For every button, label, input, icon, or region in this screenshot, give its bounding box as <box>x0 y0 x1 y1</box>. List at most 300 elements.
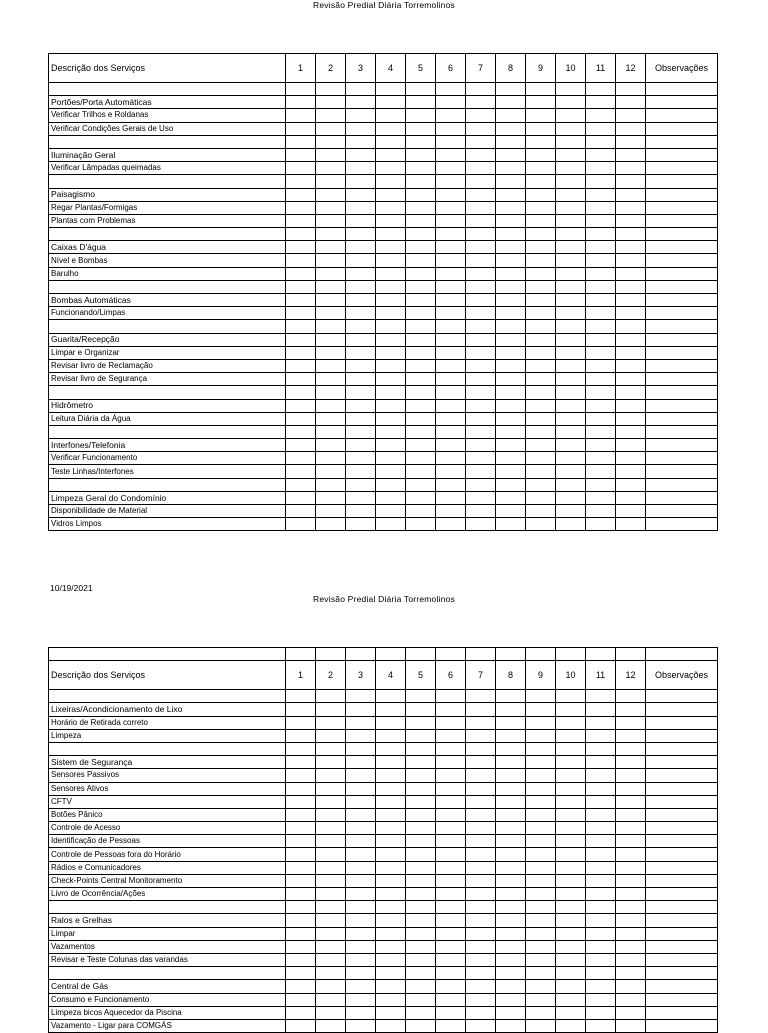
day-check-cell[interactable] <box>286 874 316 887</box>
day-check-cell[interactable] <box>466 148 496 161</box>
day-check-cell[interactable] <box>346 742 376 755</box>
day-check-cell[interactable] <box>496 782 526 795</box>
day-check-cell[interactable] <box>376 241 406 254</box>
day-check-cell[interactable] <box>346 861 376 874</box>
day-check-cell[interactable] <box>526 294 556 307</box>
day-check-cell[interactable] <box>496 228 526 241</box>
day-check-cell[interactable] <box>496 822 526 835</box>
day-check-cell[interactable] <box>436 808 466 821</box>
day-check-cell[interactable] <box>466 491 496 504</box>
day-check-cell[interactable] <box>406 346 436 359</box>
day-check-cell[interactable] <box>316 491 346 504</box>
observation-cell[interactable] <box>646 346 718 359</box>
day-check-cell[interactable] <box>526 716 556 729</box>
day-check-cell[interactable] <box>376 491 406 504</box>
day-check-cell[interactable] <box>526 465 556 478</box>
day-check-cell[interactable] <box>346 465 376 478</box>
day-check-cell[interactable] <box>406 1019 436 1032</box>
day-check-cell[interactable] <box>376 373 406 386</box>
day-check-cell[interactable] <box>466 175 496 188</box>
day-check-cell[interactable] <box>376 399 406 412</box>
day-check-cell[interactable] <box>376 822 406 835</box>
day-check-cell[interactable] <box>616 280 646 293</box>
day-check-cell[interactable] <box>586 478 616 491</box>
observation-cell[interactable] <box>646 412 718 425</box>
day-check-cell[interactable] <box>616 465 646 478</box>
day-check-cell[interactable] <box>406 241 436 254</box>
day-check-cell[interactable] <box>556 491 586 504</box>
day-check-cell[interactable] <box>316 465 346 478</box>
day-check-cell[interactable] <box>466 822 496 835</box>
day-check-cell[interactable] <box>466 214 496 227</box>
day-check-cell[interactable] <box>586 228 616 241</box>
day-check-cell[interactable] <box>466 267 496 280</box>
day-check-cell[interactable] <box>286 333 316 346</box>
day-check-cell[interactable] <box>346 888 376 901</box>
day-check-cell[interactable] <box>586 452 616 465</box>
day-check-cell[interactable] <box>406 399 436 412</box>
day-check-cell[interactable] <box>406 148 436 161</box>
day-check-cell[interactable] <box>496 439 526 452</box>
day-check-cell[interactable] <box>436 901 466 914</box>
day-check-cell[interactable] <box>466 109 496 122</box>
day-check-cell[interactable] <box>346 320 376 333</box>
day-check-cell[interactable] <box>586 980 616 993</box>
day-check-cell[interactable] <box>316 756 346 769</box>
day-check-cell[interactable] <box>376 835 406 848</box>
day-check-cell[interactable] <box>556 940 586 953</box>
day-check-cell[interactable] <box>406 359 436 372</box>
day-check-cell[interactable] <box>286 280 316 293</box>
day-check-cell[interactable] <box>586 874 616 887</box>
day-check-cell[interactable] <box>346 254 376 267</box>
day-check-cell[interactable] <box>286 518 316 531</box>
day-check-cell[interactable] <box>586 822 616 835</box>
day-check-cell[interactable] <box>556 148 586 161</box>
day-check-cell[interactable] <box>406 228 436 241</box>
day-check-cell[interactable] <box>586 267 616 280</box>
day-check-cell[interactable] <box>376 716 406 729</box>
day-check-cell[interactable] <box>286 465 316 478</box>
day-check-cell[interactable] <box>316 848 346 861</box>
day-check-cell[interactable] <box>376 1019 406 1032</box>
day-check-cell[interactable] <box>586 716 616 729</box>
day-check-cell[interactable] <box>346 729 376 742</box>
day-check-cell[interactable] <box>346 175 376 188</box>
observation-cell[interactable] <box>646 729 718 742</box>
day-check-cell[interactable] <box>376 888 406 901</box>
day-check-cell[interactable] <box>466 808 496 821</box>
day-check-cell[interactable] <box>346 135 376 148</box>
day-check-cell[interactable] <box>556 386 586 399</box>
day-check-cell[interactable] <box>586 835 616 848</box>
day-check-cell[interactable] <box>496 703 526 716</box>
observation-cell[interactable] <box>646 808 718 821</box>
day-check-cell[interactable] <box>616 359 646 372</box>
day-check-cell[interactable] <box>466 294 496 307</box>
day-check-cell[interactable] <box>556 478 586 491</box>
day-check-cell[interactable] <box>586 188 616 201</box>
day-check-cell[interactable] <box>496 148 526 161</box>
day-check-cell[interactable] <box>496 940 526 953</box>
observation-cell[interactable] <box>646 505 718 518</box>
day-check-cell[interactable] <box>556 162 586 175</box>
day-check-cell[interactable] <box>466 729 496 742</box>
day-check-cell[interactable] <box>616 96 646 109</box>
day-check-cell[interactable] <box>586 320 616 333</box>
day-check-cell[interactable] <box>496 716 526 729</box>
day-check-cell[interactable] <box>496 214 526 227</box>
day-check-cell[interactable] <box>406 175 436 188</box>
day-check-cell[interactable] <box>466 135 496 148</box>
day-check-cell[interactable] <box>376 505 406 518</box>
day-check-cell[interactable] <box>316 228 346 241</box>
day-check-cell[interactable] <box>376 254 406 267</box>
day-check-cell[interactable] <box>556 953 586 966</box>
day-check-cell[interactable] <box>586 96 616 109</box>
day-check-cell[interactable] <box>556 822 586 835</box>
day-check-cell[interactable] <box>616 412 646 425</box>
day-check-cell[interactable] <box>526 135 556 148</box>
day-check-cell[interactable] <box>526 307 556 320</box>
day-check-cell[interactable] <box>346 782 376 795</box>
day-check-cell[interactable] <box>376 769 406 782</box>
day-check-cell[interactable] <box>406 162 436 175</box>
day-check-cell[interactable] <box>586 648 616 661</box>
day-check-cell[interactable] <box>586 940 616 953</box>
day-check-cell[interactable] <box>586 993 616 1006</box>
day-check-cell[interactable] <box>376 359 406 372</box>
day-check-cell[interactable] <box>346 1019 376 1032</box>
observation-cell[interactable] <box>646 993 718 1006</box>
observation-cell[interactable] <box>646 201 718 214</box>
day-check-cell[interactable] <box>316 518 346 531</box>
day-check-cell[interactable] <box>286 148 316 161</box>
day-check-cell[interactable] <box>526 439 556 452</box>
day-check-cell[interactable] <box>496 412 526 425</box>
day-check-cell[interactable] <box>466 927 496 940</box>
day-check-cell[interactable] <box>586 254 616 267</box>
observation-cell[interactable] <box>646 690 718 703</box>
day-check-cell[interactable] <box>496 648 526 661</box>
day-check-cell[interactable] <box>436 993 466 1006</box>
day-check-cell[interactable] <box>556 901 586 914</box>
day-check-cell[interactable] <box>406 425 436 438</box>
day-check-cell[interactable] <box>466 914 496 927</box>
day-check-cell[interactable] <box>316 795 346 808</box>
day-check-cell[interactable] <box>616 993 646 1006</box>
day-check-cell[interactable] <box>376 795 406 808</box>
day-check-cell[interactable] <box>316 373 346 386</box>
day-check-cell[interactable] <box>316 927 346 940</box>
day-check-cell[interactable] <box>466 901 496 914</box>
day-check-cell[interactable] <box>376 518 406 531</box>
day-check-cell[interactable] <box>436 333 466 346</box>
day-check-cell[interactable] <box>286 835 316 848</box>
day-check-cell[interactable] <box>616 267 646 280</box>
day-check-cell[interactable] <box>526 399 556 412</box>
day-check-cell[interactable] <box>526 214 556 227</box>
day-check-cell[interactable] <box>316 386 346 399</box>
observation-cell[interactable] <box>646 386 718 399</box>
day-check-cell[interactable] <box>316 690 346 703</box>
day-check-cell[interactable] <box>556 993 586 1006</box>
day-check-cell[interactable] <box>406 795 436 808</box>
day-check-cell[interactable] <box>616 175 646 188</box>
day-check-cell[interactable] <box>526 83 556 96</box>
observation-cell[interactable] <box>646 452 718 465</box>
day-check-cell[interactable] <box>496 280 526 293</box>
observation-cell[interactable] <box>646 122 718 135</box>
day-check-cell[interactable] <box>346 214 376 227</box>
day-check-cell[interactable] <box>286 795 316 808</box>
day-check-cell[interactable] <box>376 294 406 307</box>
day-check-cell[interactable] <box>466 452 496 465</box>
day-check-cell[interactable] <box>526 505 556 518</box>
day-check-cell[interactable] <box>526 254 556 267</box>
day-check-cell[interactable] <box>436 491 466 504</box>
day-check-cell[interactable] <box>406 188 436 201</box>
day-check-cell[interactable] <box>466 439 496 452</box>
day-check-cell[interactable] <box>376 967 406 980</box>
day-check-cell[interactable] <box>616 228 646 241</box>
day-check-cell[interactable] <box>526 729 556 742</box>
day-check-cell[interactable] <box>586 399 616 412</box>
day-check-cell[interactable] <box>346 756 376 769</box>
day-check-cell[interactable] <box>316 901 346 914</box>
day-check-cell[interactable] <box>406 122 436 135</box>
day-check-cell[interactable] <box>406 1006 436 1019</box>
day-check-cell[interactable] <box>316 914 346 927</box>
day-check-cell[interactable] <box>496 254 526 267</box>
day-check-cell[interactable] <box>586 280 616 293</box>
day-check-cell[interactable] <box>526 425 556 438</box>
day-check-cell[interactable] <box>286 967 316 980</box>
day-check-cell[interactable] <box>556 135 586 148</box>
day-check-cell[interactable] <box>286 294 316 307</box>
day-check-cell[interactable] <box>466 769 496 782</box>
day-check-cell[interactable] <box>616 967 646 980</box>
day-check-cell[interactable] <box>556 861 586 874</box>
day-check-cell[interactable] <box>406 848 436 861</box>
day-check-cell[interactable] <box>466 386 496 399</box>
day-check-cell[interactable] <box>406 412 436 425</box>
day-check-cell[interactable] <box>436 835 466 848</box>
day-check-cell[interactable] <box>346 359 376 372</box>
day-check-cell[interactable] <box>526 280 556 293</box>
day-check-cell[interactable] <box>586 769 616 782</box>
day-check-cell[interactable] <box>526 188 556 201</box>
day-check-cell[interactable] <box>286 980 316 993</box>
day-check-cell[interactable] <box>316 742 346 755</box>
day-check-cell[interactable] <box>316 109 346 122</box>
day-check-cell[interactable] <box>466 861 496 874</box>
day-check-cell[interactable] <box>496 861 526 874</box>
day-check-cell[interactable] <box>346 716 376 729</box>
day-check-cell[interactable] <box>466 518 496 531</box>
day-check-cell[interactable] <box>526 940 556 953</box>
day-check-cell[interactable] <box>376 861 406 874</box>
day-check-cell[interactable] <box>286 690 316 703</box>
day-check-cell[interactable] <box>316 425 346 438</box>
day-check-cell[interactable] <box>496 808 526 821</box>
day-check-cell[interactable] <box>406 690 436 703</box>
day-check-cell[interactable] <box>556 228 586 241</box>
day-check-cell[interactable] <box>406 953 436 966</box>
day-check-cell[interactable] <box>316 320 346 333</box>
day-check-cell[interactable] <box>556 914 586 927</box>
day-check-cell[interactable] <box>466 280 496 293</box>
day-check-cell[interactable] <box>586 505 616 518</box>
day-check-cell[interactable] <box>286 228 316 241</box>
day-check-cell[interactable] <box>466 648 496 661</box>
day-check-cell[interactable] <box>376 993 406 1006</box>
day-check-cell[interactable] <box>376 742 406 755</box>
day-check-cell[interactable] <box>436 346 466 359</box>
day-check-cell[interactable] <box>556 1006 586 1019</box>
day-check-cell[interactable] <box>616 307 646 320</box>
day-check-cell[interactable] <box>406 307 436 320</box>
day-check-cell[interactable] <box>376 280 406 293</box>
day-check-cell[interactable] <box>346 901 376 914</box>
day-check-cell[interactable] <box>316 175 346 188</box>
observation-cell[interactable] <box>646 241 718 254</box>
day-check-cell[interactable] <box>556 439 586 452</box>
day-check-cell[interactable] <box>466 307 496 320</box>
day-check-cell[interactable] <box>316 439 346 452</box>
day-check-cell[interactable] <box>526 452 556 465</box>
day-check-cell[interactable] <box>616 769 646 782</box>
day-check-cell[interactable] <box>376 927 406 940</box>
observation-cell[interactable] <box>646 307 718 320</box>
day-check-cell[interactable] <box>586 148 616 161</box>
day-check-cell[interactable] <box>346 478 376 491</box>
day-check-cell[interactable] <box>316 835 346 848</box>
day-check-cell[interactable] <box>616 835 646 848</box>
day-check-cell[interactable] <box>586 491 616 504</box>
day-check-cell[interactable] <box>616 808 646 821</box>
day-check-cell[interactable] <box>526 412 556 425</box>
day-check-cell[interactable] <box>436 756 466 769</box>
day-check-cell[interactable] <box>616 888 646 901</box>
day-check-cell[interactable] <box>406 452 436 465</box>
day-check-cell[interactable] <box>526 333 556 346</box>
day-check-cell[interactable] <box>496 175 526 188</box>
day-check-cell[interactable] <box>406 491 436 504</box>
day-check-cell[interactable] <box>436 320 466 333</box>
day-check-cell[interactable] <box>286 927 316 940</box>
day-check-cell[interactable] <box>316 201 346 214</box>
day-check-cell[interactable] <box>586 373 616 386</box>
day-check-cell[interactable] <box>346 412 376 425</box>
day-check-cell[interactable] <box>316 412 346 425</box>
observation-cell[interactable] <box>646 109 718 122</box>
day-check-cell[interactable] <box>466 795 496 808</box>
day-check-cell[interactable] <box>376 782 406 795</box>
day-check-cell[interactable] <box>526 122 556 135</box>
day-check-cell[interactable] <box>286 201 316 214</box>
day-check-cell[interactable] <box>586 83 616 96</box>
day-check-cell[interactable] <box>526 241 556 254</box>
day-check-cell[interactable] <box>316 648 346 661</box>
observation-cell[interactable] <box>646 1006 718 1019</box>
day-check-cell[interactable] <box>286 83 316 96</box>
day-check-cell[interactable] <box>616 439 646 452</box>
day-check-cell[interactable] <box>346 993 376 1006</box>
day-check-cell[interactable] <box>376 901 406 914</box>
day-check-cell[interactable] <box>436 874 466 887</box>
day-check-cell[interactable] <box>496 135 526 148</box>
day-check-cell[interactable] <box>346 953 376 966</box>
day-check-cell[interactable] <box>316 148 346 161</box>
day-check-cell[interactable] <box>376 320 406 333</box>
day-check-cell[interactable] <box>316 940 346 953</box>
day-check-cell[interactable] <box>376 83 406 96</box>
day-check-cell[interactable] <box>616 874 646 887</box>
day-check-cell[interactable] <box>346 848 376 861</box>
day-check-cell[interactable] <box>496 690 526 703</box>
day-check-cell[interactable] <box>586 756 616 769</box>
day-check-cell[interactable] <box>436 254 466 267</box>
day-check-cell[interactable] <box>376 228 406 241</box>
observation-cell[interactable] <box>646 399 718 412</box>
day-check-cell[interactable] <box>376 914 406 927</box>
day-check-cell[interactable] <box>496 742 526 755</box>
observation-cell[interactable] <box>646 756 718 769</box>
day-check-cell[interactable] <box>316 122 346 135</box>
day-check-cell[interactable] <box>286 386 316 399</box>
day-check-cell[interactable] <box>616 148 646 161</box>
day-check-cell[interactable] <box>556 346 586 359</box>
day-check-cell[interactable] <box>586 162 616 175</box>
day-check-cell[interactable] <box>616 505 646 518</box>
day-check-cell[interactable] <box>406 940 436 953</box>
day-check-cell[interactable] <box>526 228 556 241</box>
day-check-cell[interactable] <box>556 795 586 808</box>
day-check-cell[interactable] <box>526 967 556 980</box>
day-check-cell[interactable] <box>286 648 316 661</box>
day-check-cell[interactable] <box>526 518 556 531</box>
day-check-cell[interactable] <box>616 373 646 386</box>
day-check-cell[interactable] <box>496 83 526 96</box>
day-check-cell[interactable] <box>346 201 376 214</box>
day-check-cell[interactable] <box>586 425 616 438</box>
day-check-cell[interactable] <box>526 690 556 703</box>
day-check-cell[interactable] <box>316 703 346 716</box>
day-check-cell[interactable] <box>406 835 436 848</box>
day-check-cell[interactable] <box>526 386 556 399</box>
day-check-cell[interactable] <box>286 716 316 729</box>
day-check-cell[interactable] <box>556 201 586 214</box>
day-check-cell[interactable] <box>526 769 556 782</box>
day-check-cell[interactable] <box>586 914 616 927</box>
day-check-cell[interactable] <box>586 346 616 359</box>
day-check-cell[interactable] <box>376 214 406 227</box>
day-check-cell[interactable] <box>466 399 496 412</box>
day-check-cell[interactable] <box>586 175 616 188</box>
day-check-cell[interactable] <box>556 980 586 993</box>
observation-cell[interactable] <box>646 861 718 874</box>
day-check-cell[interactable] <box>586 1006 616 1019</box>
day-check-cell[interactable] <box>406 742 436 755</box>
day-check-cell[interactable] <box>316 280 346 293</box>
day-check-cell[interactable] <box>406 386 436 399</box>
observation-cell[interactable] <box>646 254 718 267</box>
day-check-cell[interactable] <box>586 782 616 795</box>
day-check-cell[interactable] <box>286 769 316 782</box>
day-check-cell[interactable] <box>556 888 586 901</box>
day-check-cell[interactable] <box>406 373 436 386</box>
